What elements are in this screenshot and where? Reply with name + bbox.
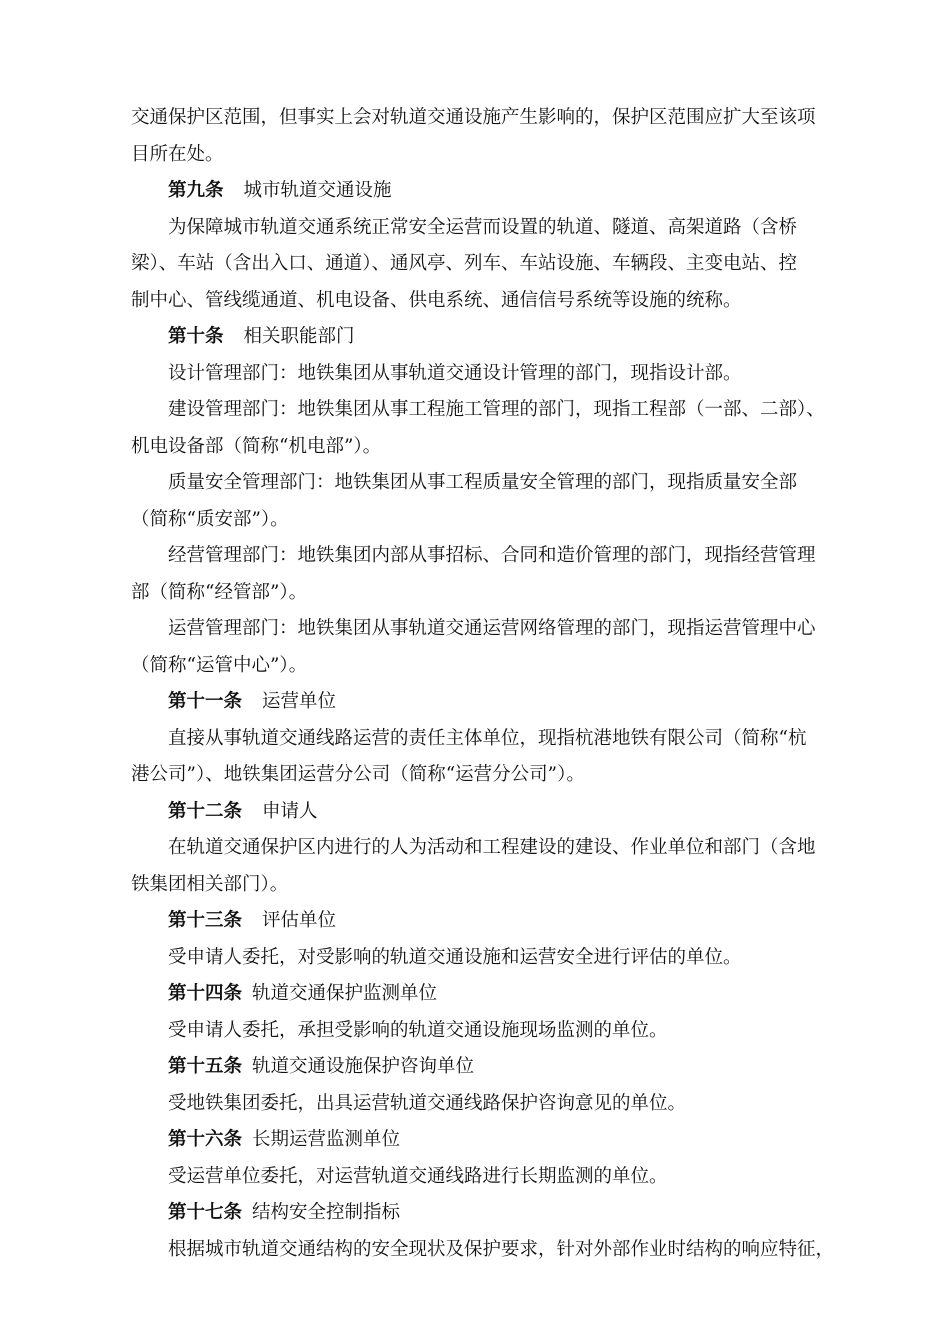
body-text-line: 交通保护区范围，但事实上会对轨道交通设施产生影响的，保护区范围应扩大至该项 bbox=[131, 107, 816, 128]
body-text-line: 为保障城市轨道交通系统正常安全运营而设置的轨道、隧道、高架道路（含桥 bbox=[168, 216, 798, 238]
article-heading bbox=[131, 1049, 850, 1086]
body-text-line: 经营管理部门：地铁集团内部从事招标、合同和造价管理的部门，现指经营管理 bbox=[168, 545, 816, 566]
article-number: 第十二条 bbox=[168, 800, 243, 822]
body-text-line: 质量安全管理部门：地铁集团从事工程质量安全管理的部门，现指质量安全部 bbox=[168, 472, 798, 493]
article-heading bbox=[131, 1122, 850, 1159]
article-title: 评估单位 bbox=[262, 910, 337, 931]
article-heading bbox=[131, 1195, 850, 1232]
body-text-line: 部（简称“经管部”）。 bbox=[131, 581, 308, 603]
article-heading bbox=[131, 794, 850, 831]
article-heading bbox=[131, 684, 850, 721]
body-text-line: 目所在处。 bbox=[131, 143, 224, 165]
article-number: 第十四条 bbox=[168, 983, 243, 1004]
body-text-line: 港公司”）、地铁集团运营分公司（简称“运营分公司”）。 bbox=[131, 764, 585, 785]
article-title: 运营单位 bbox=[262, 691, 337, 712]
article-title: 申请人 bbox=[262, 800, 318, 822]
body-text-line: 建设管理部门：地铁集团从事工程施工管理的部门，现指工程部（一部、二部）、 bbox=[168, 399, 825, 420]
body-text-line: 设计管理部门：地铁集团从事轨道交通设计管理的部门，现指设计部。 bbox=[168, 362, 742, 384]
body-text-line: 机电设备部（简称“机电部”）。 bbox=[131, 435, 382, 457]
article-title: 长期运营监测单位 bbox=[252, 1129, 401, 1150]
article-number: 第十一条 bbox=[168, 691, 243, 712]
body-text-line: 受申请人委托，对受影响的轨道交通设施和运营安全进行评估的单位。 bbox=[168, 946, 742, 968]
article-number: 第十条 bbox=[168, 326, 224, 347]
article-number: 第十五条 bbox=[168, 1056, 243, 1077]
article-title: 城市轨道交通设施 bbox=[243, 180, 392, 201]
article-title: 结构安全控制指标 bbox=[252, 1202, 401, 1223]
body-text-line: 受地铁集团委托，出具运营轨道交通线路保护咨询意见的单位。 bbox=[168, 1092, 687, 1114]
article-heading bbox=[131, 903, 850, 940]
body-text-line: 铁集团相关部门）。 bbox=[131, 873, 289, 895]
article-number: 第九条 bbox=[168, 180, 224, 201]
article-heading bbox=[131, 173, 850, 210]
body-text-line: 梁）、车站（含出入口、通道）、通风亭、列车、车站设施、车辆段、主变电站、控 bbox=[131, 253, 798, 274]
body-text-line: 制中心、管线缆通道、机电设备、供电系统、通信信号系统等设施的统称。 bbox=[131, 289, 742, 311]
article-title: 轨道交通设施保护咨询单位 bbox=[252, 1056, 475, 1077]
article-heading bbox=[131, 319, 850, 356]
body-text-line: （简称“质安部”）。 bbox=[131, 508, 289, 530]
article-number: 第十六条 bbox=[168, 1129, 243, 1150]
article-number: 第十七条 bbox=[168, 1202, 243, 1223]
body-text-line: 受运营单位委托，对运营轨道交通线路进行长期监测的单位。 bbox=[168, 1165, 668, 1187]
article-heading bbox=[131, 976, 850, 1013]
article-title: 轨道交通保护监测单位 bbox=[252, 983, 438, 1004]
body-text-line: 根据城市轨道交通结构的安全现状及保护要求，针对外部作业时结构的响应特征， bbox=[168, 1238, 835, 1260]
body-text-line: （简称“运管中心”）。 bbox=[131, 654, 308, 676]
article-title: 相关职能部门 bbox=[243, 326, 355, 347]
article-number: 第十三条 bbox=[168, 910, 243, 931]
body-text-line: 在轨道交通保护区内进行的人为活动和工程建设的建设、作业单位和部门（含地 bbox=[168, 837, 816, 858]
body-text-line: 直接从事轨道交通线路运营的责任主体单位，现指杭港地铁有限公司（简称“杭 bbox=[168, 727, 807, 749]
body-text-line: 运营管理部门：地铁集团从事轨道交通运营网络管理的部门，现指运营管理中心 bbox=[168, 618, 816, 639]
body-text-line: 受申请人委托，承担受影响的轨道交通设施现场监测的单位。 bbox=[168, 1019, 668, 1041]
